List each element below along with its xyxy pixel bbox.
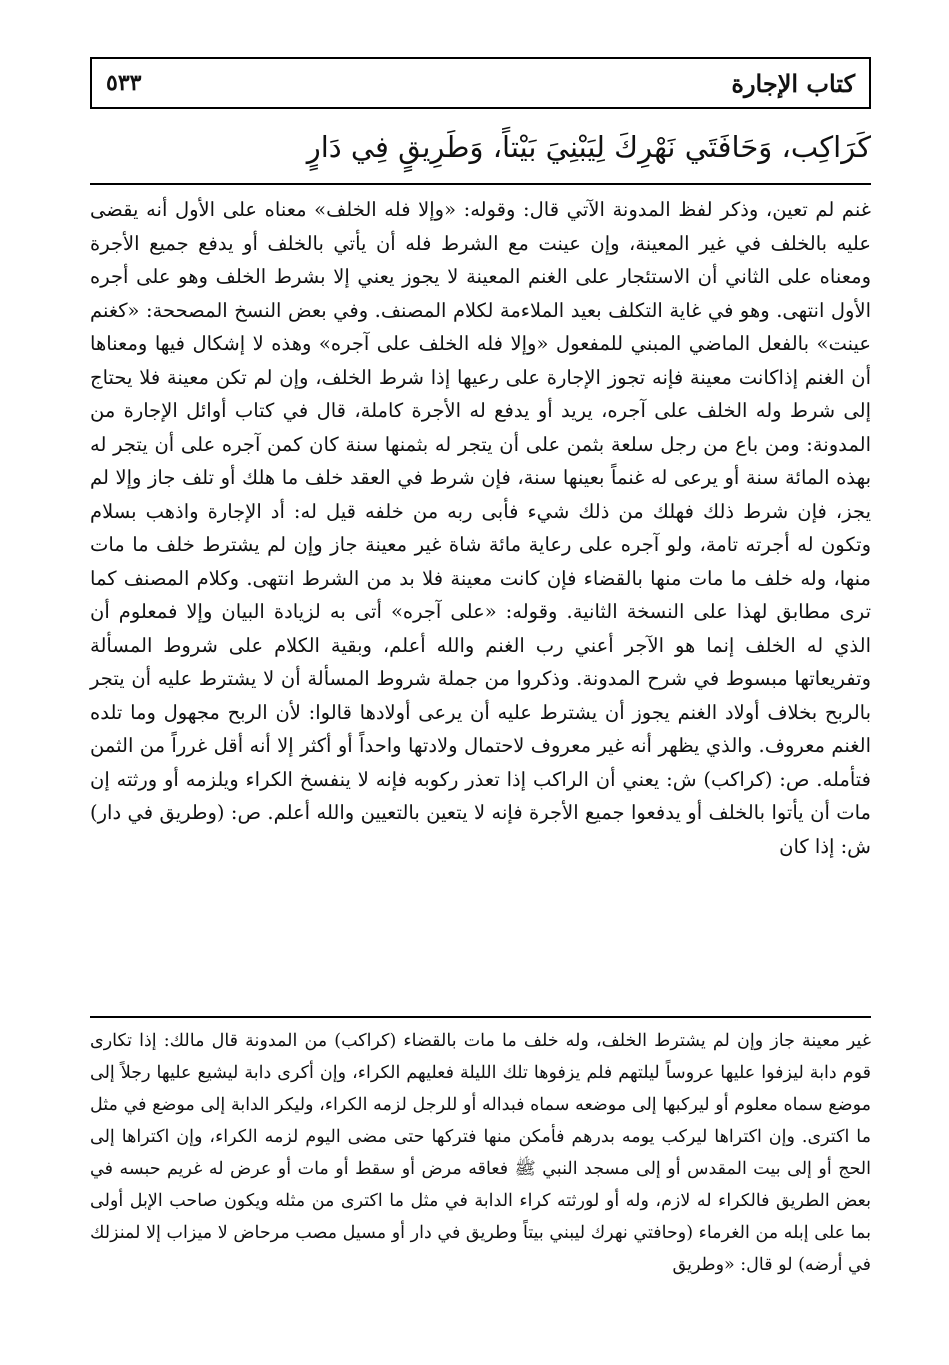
footnote-divider — [90, 1016, 871, 1018]
matn-text: كَرَاكِب، وَحَافَتَي نَهْرِكَ لِيَبْنِيَ بَيْتاً، وَطَرِيقٍ فِي دَارٍ — [306, 130, 871, 164]
footnote-paragraph: غير معينة جاز وإن لم يشترط الخلف، وله خلف ما مات بالقضاء (كراكب) من المدونة قال مالك: إذا تكارى قوم دابة ليزفوا عليها عروساً ليلتهم فلم يزفوها تلك الليلة فعليهم الكراء، وإن أكرى دابة ليشيع عليها رجلاً إلى موضع سماه معلوم أو ليركبها إلى موضعه سماه فبداله أو للرجل لزمه الكراء، وليكر الدابة إلى موضع في مثل ما اكترى. وإن اكتراها ليركب يومه بدرهم فأمكن منها فتركها حتى مضى اليوم لزمه الكراء، وإن اكتراها إلى الحج أو إلى بيت المقدس أو إلى مسجد النبي ﷺ فعاقه مرض أو سقط أو مات أو عرض له غريم حبسه في بعض الطريق فالكراء له لازم، وله أو لورثته كراء الدابة في مثل ما اكترى من مثله ويكون صاحب الإبل أولى بما على إبله من الغرماء (وحافتي نهرك ليبني بيتاً وطريق في دار أو مسيل مصب مرحاض لا ميزاب إلا لمنزلك في أرضه) لو قال: «وطريق — [90, 1031, 871, 1275]
commentary-paragraph: غنم لم تعين، وذكر لفظ المدونة الآتي قال: وقوله: «وإلا فله الخلف» معناه على الأول أنه يقضى عليه بالخلف في غير المعينة، وإن عينت مع الشرط فله أن يأتي بالخلف أو يدفع جميع الأجرة ومعناه على الثاني أن الاستئجار على الغنم المعينة لا يجوز يعني إلا بشرط الخلف وهو على أجره الأول انتهى. وهو في غاية التكلف بعيد الملاءمة لكلام المصنف. وفي بعض النسخ المصححة: «كغنم عينت» بالفعل الماضي المبني للمفعول «وإلا فله الخلف على آجره» وهذه لا إشكال فيها ومعناها أن الغنم إذاكانت معينة فإنه تجوز الإجارة على رعيها إذا شرط الخلف، وإن لم تكن معينة فلا يحتاج إلى شرط وله الخلف على آجره، يريد أو يدفع له الأجرة كاملة، قال في كتاب أوائل الإجارة من المدونة: ومن باع من رجل سلعة بثمن على أن يتجر له بثمنها سنة كان كمن آجره على أن يتجر له بهذه المائة سنة أو يرعى له غنماً بعينها سنة، فإن شرط في العقد خلف ما هلك أو تلف جاز وإلا لم يجز، فإن شرط ذلك فهلك من ذلك شيء فأبى ربه من خلفه قيل له: أد الإجارة واذهب بسلام وتكون له أجرته تامة، ولو آجره على رعاية مائة شاة غير معينة جاز وإن لم يشترط خلف ما مات منها، وله خلف ما مات منها بالقضاء فإن كانت معينة فلا بد من الشرط انتهى. وكلام المصنف كما ترى مطابق لهذا على النسخة الثانية. وقوله: «على آجره» أتى به لزيادة البيان وإلا فمعلوم أن الذي له الخلف إنما هو الآجر أعني رب الغنم والله أعلم، وبقية الكلام على شروط المسألة وتفريعاتها مبسوط في شرح المدونة. وذكروا من جملة شروط المسألة أن لا يشترط عليه أن يتجر بالربح بخلاف أولاد الغنم يجوز أن يشترط عليه أن يرعى أولادها قالوا: لأن الربح مجهول وما تلده الغنم معروف. والذي يظهر أنه غير معروف لاحتمال ولادتها واحداً أو أكثر إلا أنه أقل غرراً من الثمن فتأمله. ص: (كراكب) ش: يعني أن الراكب إذا تعذر ركوبه فإنه لا ينفسخ الكراء ويلزمه أو ورثته إن مات أن يأتوا بالخلف أو يدفعوا جميع الأجرة فإنه لا يتعين بالتعيين والله أعلم. ص: (وطريق في دار) ش: إذا كان — [90, 198, 871, 858]
running-header — [90, 57, 871, 109]
book-title: كتاب الإجارة — [731, 68, 855, 98]
page-number: ٥٣٣ — [106, 70, 142, 96]
matn-divider — [90, 183, 871, 185]
footnote-body — [90, 1025, 871, 1281]
commentary-body — [90, 193, 871, 863]
